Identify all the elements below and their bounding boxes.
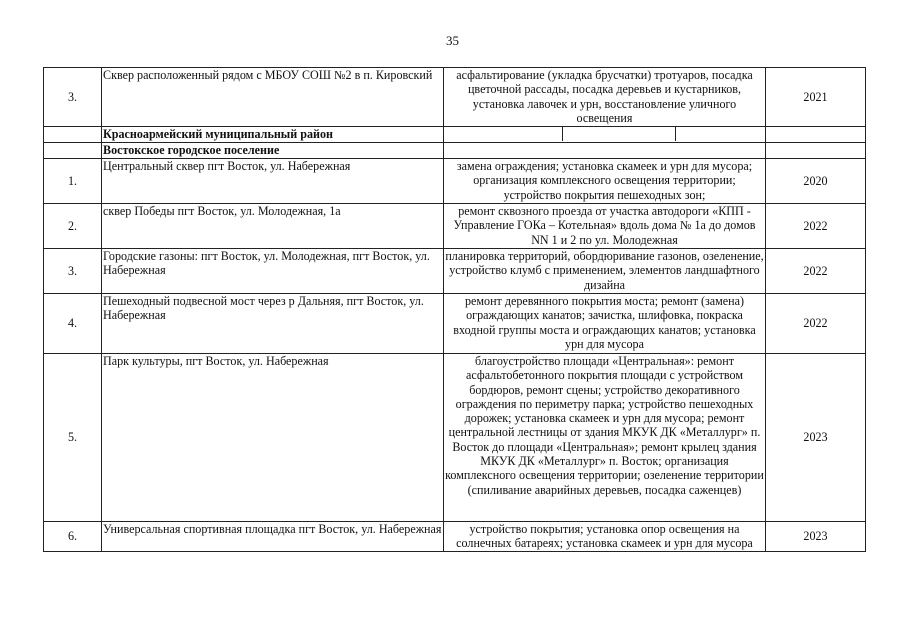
table-row	[44, 294, 866, 354]
empty-cell	[44, 143, 102, 159]
empty-cell	[444, 127, 766, 143]
year-cell: 2022	[766, 294, 866, 354]
settlement-header-row	[44, 143, 866, 159]
settlement-title: Востокское городское поселение	[102, 143, 444, 159]
row-number: 2.	[44, 204, 102, 249]
work-description: замена ограждения; установка скамеек и урн для мусора; организация комплексного освещения территории; устройство покрытия пешеходных зон;	[444, 159, 766, 204]
object-name: Парк культуры, пгт Восток, ул. Набережная	[102, 354, 444, 522]
work-description: ремонт сквозного проезда от участка автодороги «КПП - Управление ГОКа – Котельная» вдоль дома № 1а до домов NN 1 и 2 по ул. Молодежная	[444, 204, 766, 249]
row-number: 6.	[44, 522, 102, 552]
year-cell: 2023	[766, 522, 866, 552]
empty-cell	[766, 127, 866, 143]
object-name: Центральный сквер пгт Восток, ул. Набережная	[102, 159, 444, 204]
object-name: Пешеходный подвесной мост через р Дальняя, пгт Восток, ул. Набережная	[102, 294, 444, 354]
page-number: 35	[446, 33, 459, 48]
row-number: 3.	[44, 249, 102, 294]
table-row	[44, 204, 866, 249]
year-cell: 2022	[766, 204, 866, 249]
table-row	[44, 68, 866, 127]
year-cell: 2022	[766, 249, 866, 294]
object-name: сквер Победы пгт Восток, ул. Молодежная, 1а	[102, 204, 444, 249]
year-cell: 2020	[766, 159, 866, 204]
empty-cell	[444, 143, 766, 159]
object-name: Универсальная спортивная площадка пгт Восток, ул. Набережная	[102, 522, 444, 552]
empty-cell	[44, 127, 102, 143]
object-name: Городские газоны: пгт Восток, ул. Молодежная, пгт Восток, ул. Набережная	[102, 249, 444, 294]
empty-cell	[766, 143, 866, 159]
year-cell: 2023	[766, 354, 866, 522]
year-cell: 2021	[766, 68, 866, 127]
row-number: 1.	[44, 159, 102, 204]
district-title: Красноармейский муниципальный район	[102, 127, 444, 143]
row-number: 5.	[44, 354, 102, 522]
work-description: благоустройство площади «Центральная»: ремонт асфальтобетонного покрытия площади с устройством бордюров, ремонт сцены; устройство декоративного ограждения по периметру парка; устройство пешеходных дорожек; установка скамеек и урн для мусора; ремонт центральной лестницы от здания МКУК ДК «Металлург» п. Восток до площади «Центральная»; ремонт крылец здания МКУК ДК «Металлург» п. Восток; организация комплексного освещения территории; озеленение территории (спиливание аварийных деревьев, посадка саженцев)	[444, 354, 766, 522]
row-number: 3.	[44, 68, 102, 127]
table-row	[44, 159, 866, 204]
work-description: асфальтирование (укладка брусчатки) тротуаров, посадка цветочной рассады, посадка деревьев и кустарников, установка лавочек и урн, восстановление уличного освещения	[444, 68, 766, 127]
work-description: устройство покрытия; установка опор освещения на солнечных батареях; установка скамеек и урн для мусора	[444, 522, 766, 552]
work-description: планировка территорий, обордюривание газонов, озеленение, устройство клумб с применением, элементов ландшафтного дизайна	[445, 249, 764, 292]
improvement-table	[43, 67, 866, 552]
object-name: Сквер расположенный рядом с МБОУ СОШ №2 в п. Кировский	[102, 68, 444, 127]
table-row	[44, 354, 866, 522]
work-description: ремонт деревянного покрытия моста; ремонт (замена) ограждающих канатов; зачистка, шлифовка, покраска входной группы моста и ограждающих канатов; установка урн для мусора	[444, 294, 766, 354]
district-header-row	[44, 127, 866, 143]
table-row	[44, 522, 866, 552]
table-row	[44, 249, 866, 294]
row-number: 4.	[44, 294, 102, 354]
